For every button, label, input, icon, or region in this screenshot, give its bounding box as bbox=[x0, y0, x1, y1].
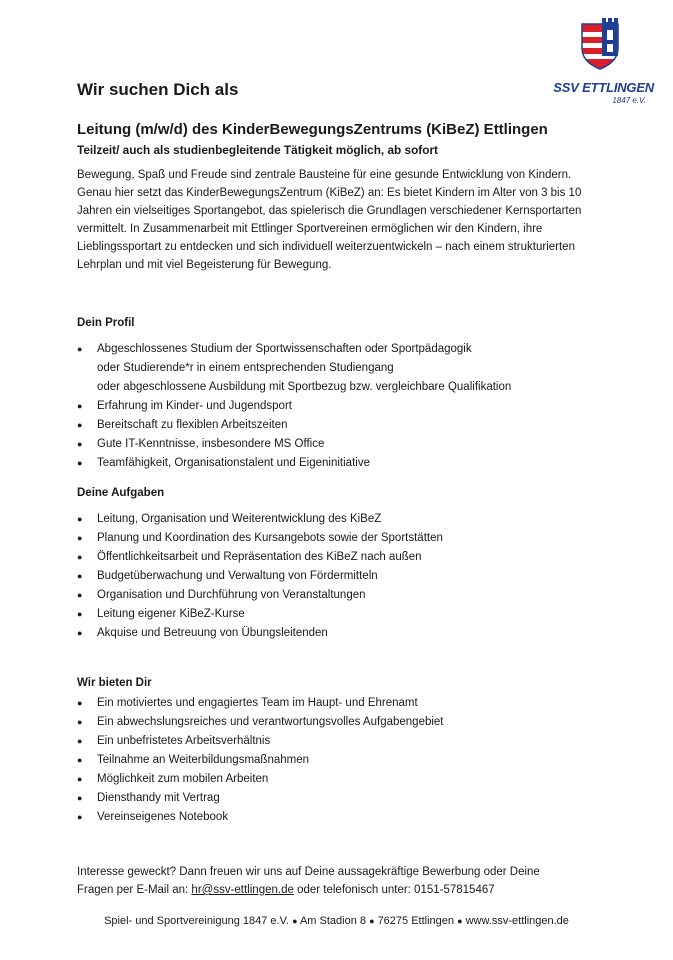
footer-city: 76275 Ettlingen bbox=[377, 915, 455, 927]
list-item bbox=[77, 340, 597, 397]
bullet-icon: ● bbox=[77, 609, 83, 619]
job-subtitle: Teilzeit/ auch als studienbegleitende Tätigkeit möglich, ab sofort bbox=[77, 143, 438, 157]
list-item-text: Leitung eigener KiBeZ-Kurse bbox=[97, 608, 245, 620]
list-item bbox=[77, 454, 597, 473]
club-name: SSV ETTLINGEN bbox=[553, 80, 654, 95]
list-item bbox=[77, 770, 597, 789]
footer-website: www.ssv-ettlingen.de bbox=[465, 915, 569, 927]
bullet-icon: ● bbox=[77, 812, 83, 822]
tasks-list bbox=[77, 510, 597, 643]
list-item-text: Öffentlichkeitsarbeit und Repräsentation des KiBeZ nach außen bbox=[97, 551, 422, 563]
list-item-text: oder Studierende*r in einem entsprechenden Studiengang bbox=[97, 362, 394, 374]
list-item bbox=[77, 713, 597, 732]
bullet-icon: ● bbox=[77, 344, 83, 354]
list-item-text: Diensthandy mit Vertrag bbox=[97, 792, 220, 804]
contact-text: Interesse geweckt? Dann freuen wir uns auf Deine aussagekräftige Bewerbung oder Deine bbox=[77, 866, 540, 878]
offer-section-title: Wir bieten Dir bbox=[77, 677, 152, 689]
list-item bbox=[77, 732, 597, 751]
list-item bbox=[77, 397, 597, 416]
list-item bbox=[77, 605, 597, 624]
list-item-text: Ein abwechslungsreiches und verantwortungsvolles Aufgabengebiet bbox=[97, 716, 444, 728]
bullet-icon: ● bbox=[77, 552, 83, 562]
profile-section-title: Dein Profil bbox=[77, 317, 135, 329]
bullet-icon: ● bbox=[77, 571, 83, 581]
tasks-section-title: Deine Aufgaben bbox=[77, 487, 165, 499]
contact-text: Fragen per E-Mail an: bbox=[77, 884, 192, 896]
list-item-text: Bereitschaft zu flexiblen Arbeitszeiten bbox=[97, 419, 288, 431]
bullet-icon: ● bbox=[77, 420, 83, 430]
bullet-icon: ● bbox=[77, 717, 83, 727]
profile-list bbox=[77, 340, 597, 473]
footer bbox=[0, 915, 673, 927]
offer-list bbox=[77, 694, 597, 827]
email-link[interactable]: hr@ssv-ettlingen.de bbox=[191, 884, 294, 896]
list-item-text: Budgetüberwachung und Verwaltung von Fördermitteln bbox=[97, 570, 378, 582]
list-item-text: Ein motiviertes und engagiertes Team im Haupt- und Ehrenamt bbox=[97, 697, 418, 709]
list-item bbox=[77, 624, 597, 643]
list-item bbox=[77, 548, 597, 567]
list-item-text: Abgeschlossenes Studium der Sportwissenschaften oder Sportpädagogik bbox=[97, 343, 472, 355]
intro-heading: Wir suchen Dich als bbox=[77, 80, 239, 99]
bullet-icon: ● bbox=[77, 401, 83, 411]
list-item bbox=[77, 586, 597, 605]
bullet-icon: ● bbox=[77, 793, 83, 803]
list-item-text: Vereinseigenes Notebook bbox=[97, 811, 229, 823]
list-item-text: Planung und Koordination des Kursangebots sowie der Sportstätten bbox=[97, 532, 443, 544]
bullet-icon: ● bbox=[77, 533, 83, 543]
list-item bbox=[77, 694, 597, 713]
list-item bbox=[77, 808, 597, 827]
job-title: Leitung (m/w/d) des KinderBewegungsZentrums (KiBeZ) Ettlingen bbox=[77, 121, 548, 138]
list-item-text: Erfahrung im Kinder- und Jugendsport bbox=[97, 400, 292, 412]
footer-address: Am Stadion 8 bbox=[299, 915, 366, 927]
separator-icon: ● bbox=[369, 916, 375, 926]
contact-text: oder telefonisch unter: 0151-57815467 bbox=[293, 884, 495, 896]
list-item bbox=[77, 789, 597, 808]
list-item-text: Akquise und Betreuung von Übungsleitenden bbox=[97, 627, 328, 639]
bullet-icon: ● bbox=[77, 698, 83, 708]
footer-club: Spiel- und Sportvereinigung 1847 e.V. bbox=[104, 915, 289, 927]
separator-icon: ● bbox=[292, 916, 298, 926]
bullet-icon: ● bbox=[77, 590, 83, 600]
list-item bbox=[77, 416, 597, 435]
contact-paragraph bbox=[77, 863, 597, 899]
list-item bbox=[77, 751, 597, 770]
bullet-icon: ● bbox=[77, 628, 83, 638]
list-item-text: Leitung, Organisation und Weiterentwicklung des KiBeZ bbox=[97, 513, 382, 525]
bullet-icon: ● bbox=[77, 458, 83, 468]
separator-icon: ● bbox=[457, 916, 463, 926]
list-item-text: Gute IT-Kenntnisse, insbesondere MS Office bbox=[97, 438, 325, 450]
list-item bbox=[77, 510, 597, 529]
club-founding-year: 1847 e.V. bbox=[612, 96, 646, 105]
list-item bbox=[77, 435, 597, 454]
bullet-icon: ● bbox=[77, 736, 83, 746]
bullet-icon: ● bbox=[77, 514, 83, 524]
list-item-text: Organisation und Durchführung von Veranstaltungen bbox=[97, 589, 366, 601]
bullet-icon: ● bbox=[77, 755, 83, 765]
list-item-text: Ein unbefristetes Arbeitsverhältnis bbox=[97, 735, 271, 747]
bullet-icon: ● bbox=[77, 774, 83, 784]
list-item bbox=[77, 567, 597, 586]
list-item-text: Teamfähigkeit, Organisationstalent und Eigeninitiative bbox=[97, 457, 370, 469]
list-item-text: Teilnahme an Weiterbildungsmaßnahmen bbox=[97, 754, 310, 766]
list-item bbox=[77, 529, 597, 548]
list-item-text: Möglichkeit zum mobilen Arbeiten bbox=[97, 773, 269, 785]
list-item-text: oder abgeschlossene Ausbildung mit Sportbezug bzw. vergleichbare Qualifikation bbox=[97, 381, 512, 393]
club-crest-icon bbox=[580, 18, 620, 70]
bullet-icon: ● bbox=[77, 439, 83, 449]
job-description: Bewegung, Spaß und Freude sind zentrale Bausteine für eine gesunde Entwicklung von Kindern. Genau hier setzt das KinderBewegungsZentrum (KiBeZ) an: Es bietet Kindern im Alter von 3 bis 10 Jahren ein vielseitiges Sportangebot, das spielerisch die Grundlagen verschiedener Kernsportarten vermittelt. In Zusammenarbeit mit Ettlinger Sportvereinen ermöglichen wir den Kindern, ihre Lieblingssportart zu entdecken und sich individuell weiterzuentwickeln – nach einem strukturierten Lehrplan und mit viel Begeisterung für Bewegung. bbox=[77, 169, 582, 271]
